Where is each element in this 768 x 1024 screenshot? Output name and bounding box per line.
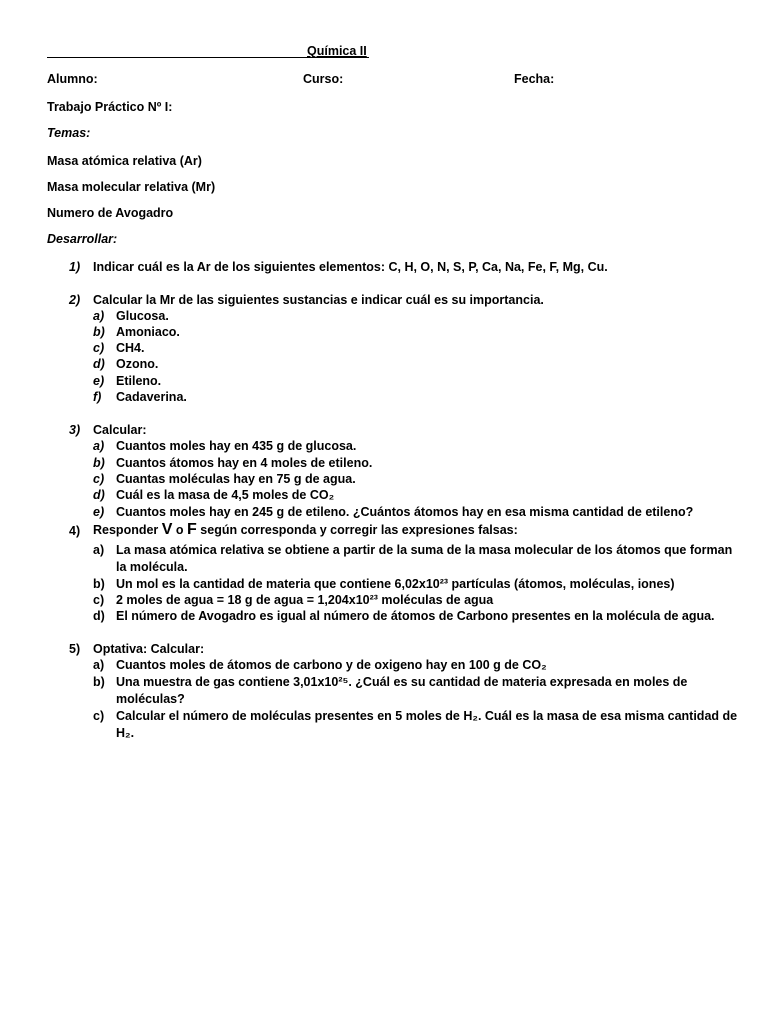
item-text: Cuantos moles hay en 435 g de glucosa. xyxy=(116,439,357,453)
question-number: 3) xyxy=(69,423,81,437)
question-4-text-post: según corresponda y corregir las expresiones falsas: xyxy=(196,523,518,537)
question-number: 5) xyxy=(69,642,81,656)
v-letter: V xyxy=(161,521,173,538)
question-2-text: Calcular la Mr de las siguientes sustancias e indicar cuál es su importancia. xyxy=(93,293,544,307)
item-letter: b) xyxy=(93,577,105,591)
item-letter: d) xyxy=(93,488,105,502)
question-4-text xyxy=(93,521,518,539)
fecha-label: Fecha: xyxy=(514,72,555,86)
question-number: 2) xyxy=(69,293,81,307)
item-letter: b) xyxy=(93,325,105,339)
item-text: Amoniaco. xyxy=(116,325,180,339)
item-letter: c) xyxy=(93,341,105,355)
item-text: Cuál es la masa de 4,5 moles de CO₂ xyxy=(116,488,335,502)
desarrollar-label: Desarrollar: xyxy=(47,232,118,246)
item-text: 2 moles de agua = 18 g de agua = 1,204x10²³ moléculas de agua xyxy=(116,593,494,607)
item-letter: b) xyxy=(93,675,105,689)
question-4-or: o xyxy=(172,523,188,537)
question-3-text: Calcular: xyxy=(93,423,147,437)
item-text: Glucosa. xyxy=(116,309,169,323)
item-letter: f) xyxy=(93,390,102,404)
question-number: 4) xyxy=(69,524,81,538)
page-title: Química II xyxy=(307,44,367,58)
tema-item: Numero de Avogadro xyxy=(47,206,174,220)
item-letter: a) xyxy=(93,543,105,557)
item-text: Cuantos moles de átomos de carbono y de oxigeno hay en 100 g de CO₂ xyxy=(116,658,547,672)
trabajo-practico-label: Trabajo Práctico Nº I: xyxy=(47,100,173,114)
item-text: Un mol es la cantidad de materia que contiene 6,02x10²³ partículas (átomos, moléculas, iones) xyxy=(116,577,675,591)
item-text: Cadaverina. xyxy=(116,390,187,404)
item-letter: a) xyxy=(93,309,105,323)
item-text: Una muestra de gas contiene 3,01x10²⁵. ¿Cuál es su cantidad de materia expresada en moles de xyxy=(116,675,688,689)
item-letter: a) xyxy=(93,439,105,453)
item-letter: c) xyxy=(93,709,105,723)
item-text-continued: la molécula. xyxy=(116,560,188,574)
item-letter: c) xyxy=(93,593,105,607)
item-text: Etileno. xyxy=(116,374,162,388)
item-text-continued: H₂. xyxy=(116,726,135,740)
tema-item: Masa molecular relativa (Mr) xyxy=(47,180,216,194)
question-number: 1) xyxy=(69,260,81,274)
item-text: Cuantos átomos hay en 4 moles de etileno. xyxy=(116,456,373,470)
item-text: Cuantos moles hay en 245 g de etileno. ¿Cuántos átomos hay en esa misma cantidad de etileno? xyxy=(116,505,694,519)
alumno-label: Alumno: xyxy=(47,72,98,86)
temas-label: Temas: xyxy=(47,126,91,140)
item-letter: d) xyxy=(93,609,105,623)
item-text: La masa atómica relativa se obtiene a partir de la suma de la masa molecular de los átomos que forman xyxy=(116,543,733,557)
item-text: Calcular el número de moléculas presentes en 5 moles de H₂. Cuál es la masa de esa misma cantidad de xyxy=(116,709,738,723)
item-text: CH4. xyxy=(116,341,145,355)
item-letter: b) xyxy=(93,456,105,470)
tema-item: Masa atómica relativa (Ar) xyxy=(47,154,202,168)
question-4-text-pre: Responder xyxy=(93,523,162,537)
item-letter: c) xyxy=(93,472,105,486)
item-text: El número de Avogadro es igual al número de átomos de Carbono presentes en la molécula de agua. xyxy=(116,609,715,623)
item-text-continued: moléculas? xyxy=(116,692,185,706)
item-letter: a) xyxy=(93,658,105,672)
item-letter: e) xyxy=(93,505,105,519)
item-text: Cuantas moléculas hay en 75 g de agua. xyxy=(116,472,356,486)
question-1-text: Indicar cuál es la Ar de los siguientes elementos: C, H, O, N, S, P, Ca, Na, Fe, F, Mg, Cu. xyxy=(93,260,608,274)
curso-label: Curso: xyxy=(303,72,344,86)
item-letter: e) xyxy=(93,374,105,388)
question-5-text: Optativa: Calcular: xyxy=(93,642,205,656)
item-letter: d) xyxy=(93,357,105,371)
item-text: Ozono. xyxy=(116,357,159,371)
f-letter: F xyxy=(187,521,197,538)
